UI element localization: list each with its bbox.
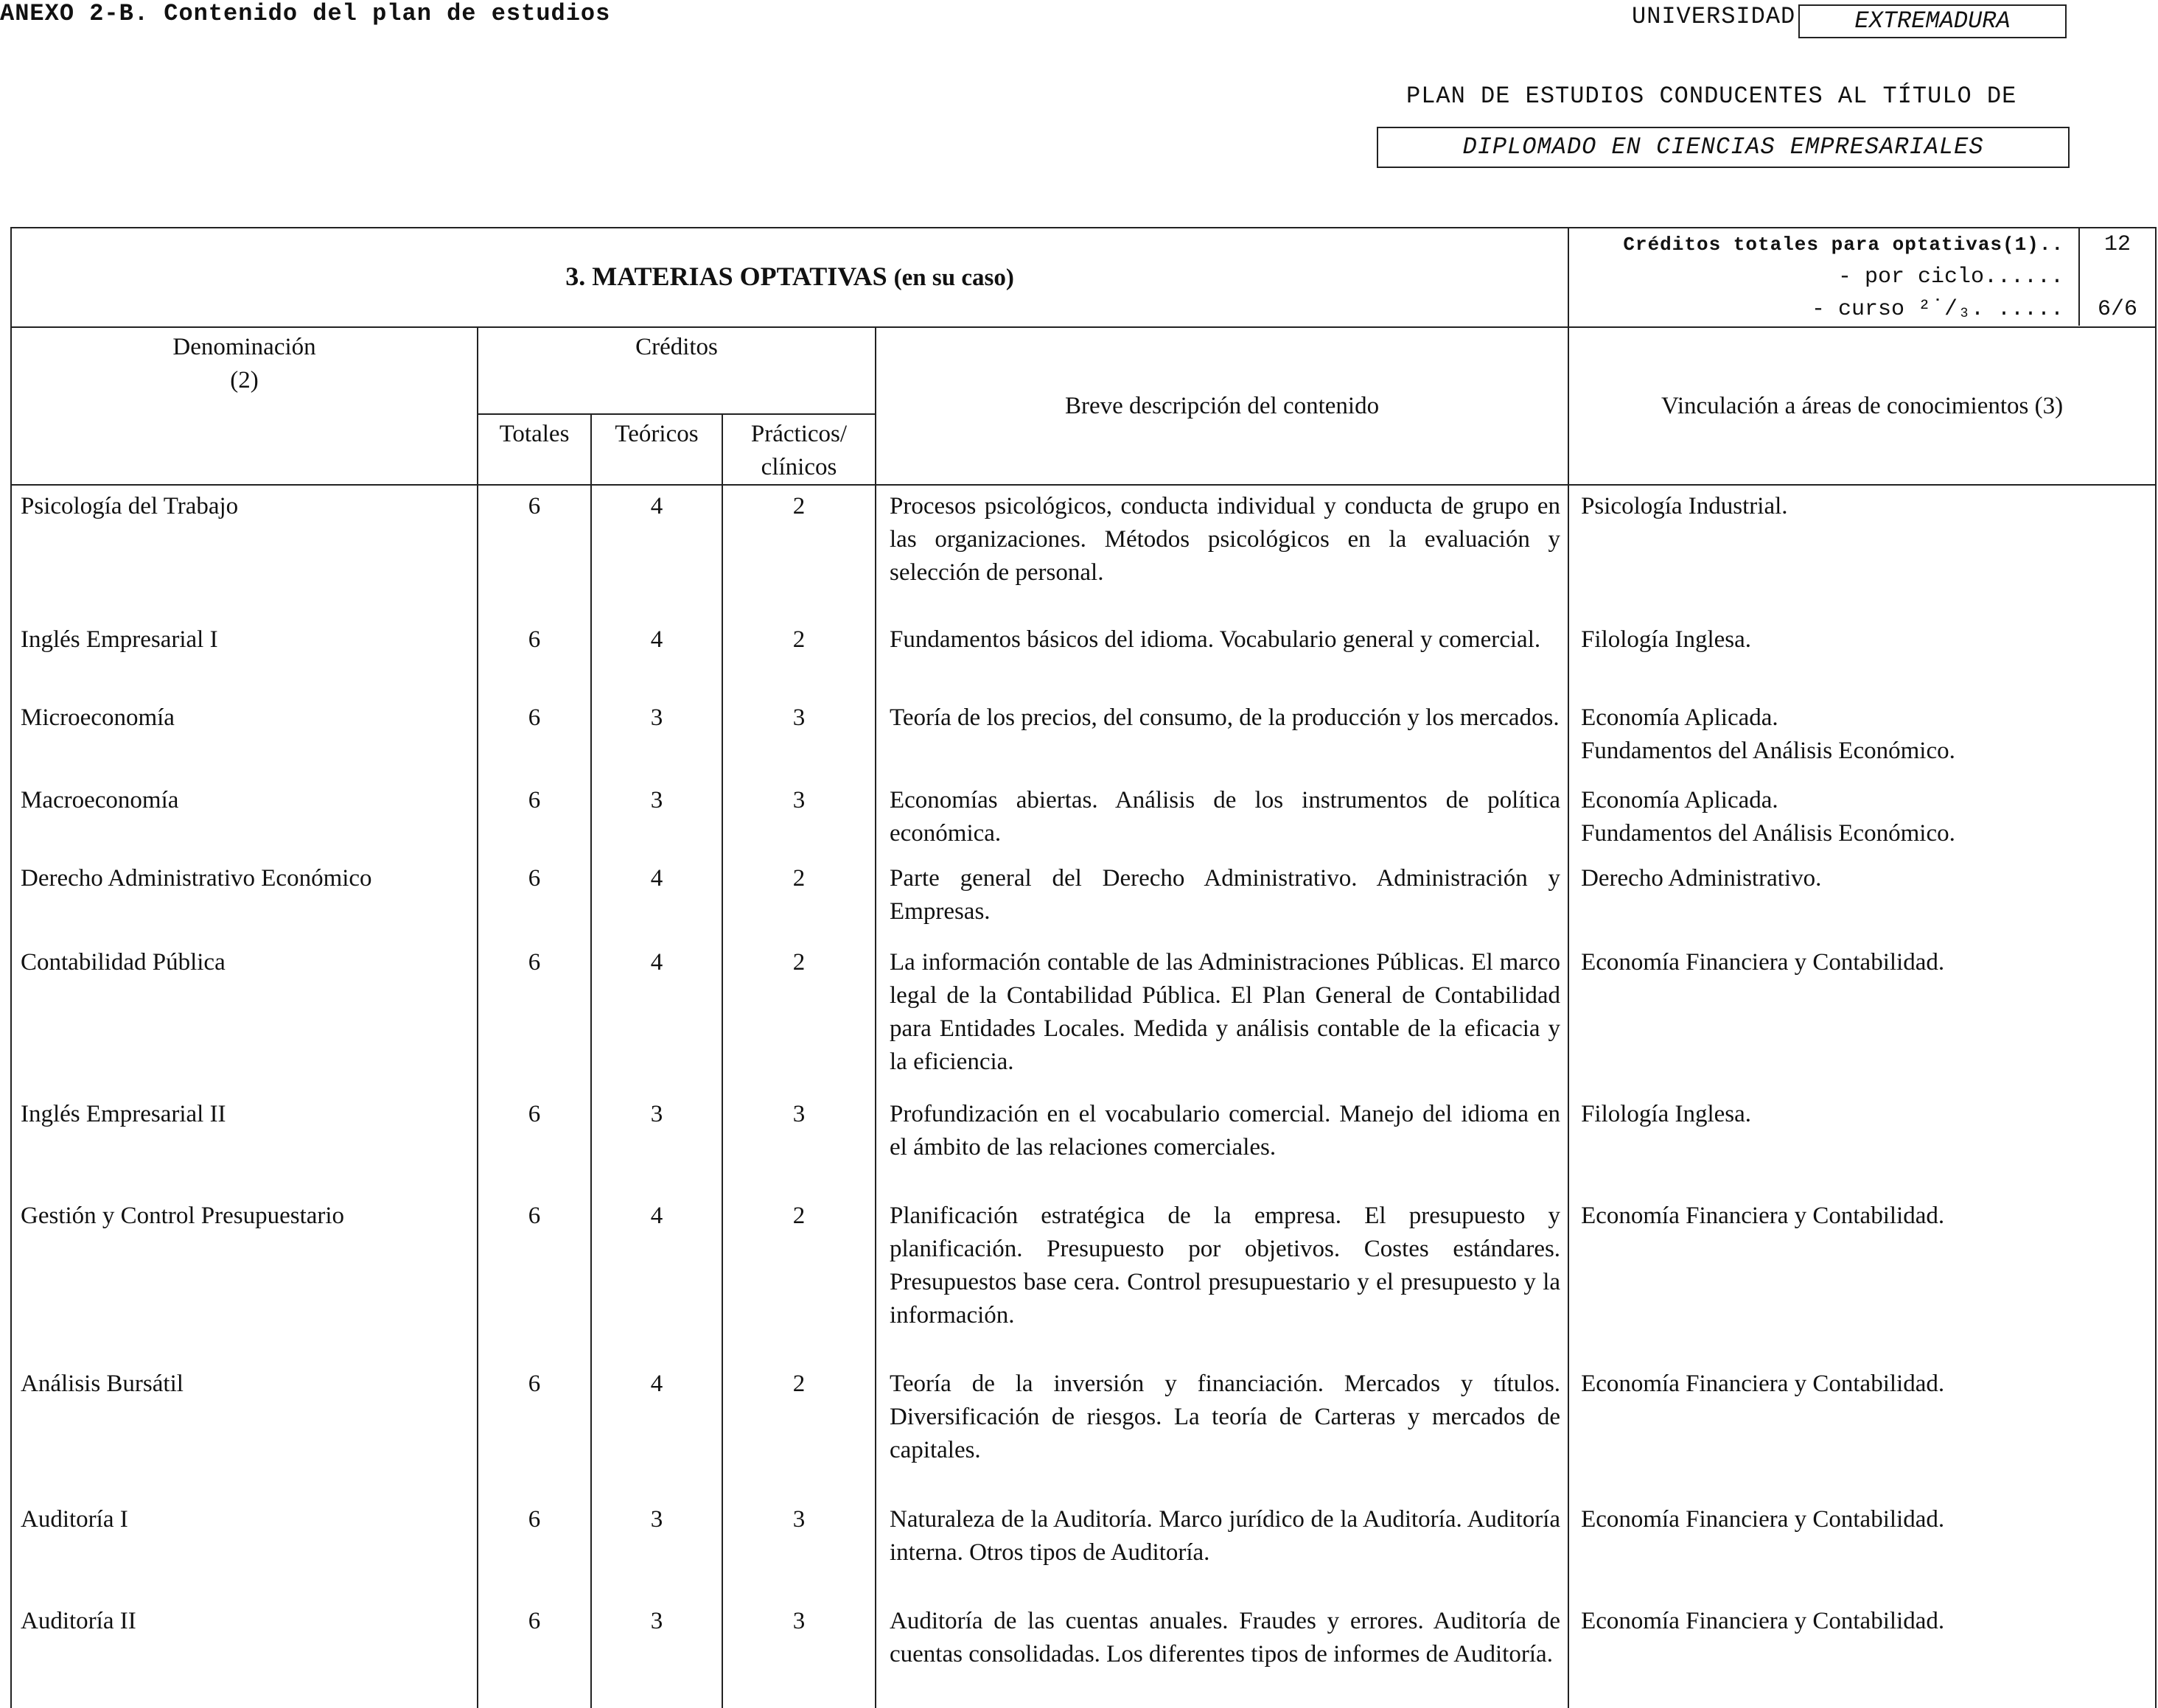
credits-total: 6: [478, 1093, 591, 1195]
credits-total-label: Créditos totales para optativas(1)..: [1623, 234, 2064, 256]
subject-name: Inglés Empresarial II: [21, 1101, 226, 1127]
knowledge-area: Filología Inglesa.: [1568, 1093, 2155, 1195]
credits-theory: 3: [591, 1093, 722, 1195]
credits-theory: 3: [591, 780, 722, 858]
subject-name: Inglés Empresarial I: [21, 626, 218, 653]
subject-description: Procesos psicológicos, conducta individual y conducta de grupo en las organizaciones. Métodos psicológicos en la evaluación y selección de personal.: [876, 485, 1568, 619]
credits-practice: 3: [722, 1093, 876, 1195]
table-title: [12, 228, 1568, 327]
table-row: [12, 485, 2155, 619]
credits-total: 6: [478, 858, 591, 942]
credits-summary-box: [1568, 228, 2155, 327]
column-header-denominacion: [12, 327, 478, 485]
knowledge-area: Economía Aplicada. Fundamentos del Análisis Económico.: [1568, 697, 2155, 780]
subject-description: Parte general del Derecho Administrativo. Administración y Empresas.: [876, 858, 1568, 942]
credits-practice: 2: [722, 942, 876, 1093]
credits-total: 6: [478, 1600, 591, 1708]
subject-description: La información contable de las Administraciones Públicas. El marco legal de la Contabilidad Pública. El Plan General de Contabilidad para Entidades Locales. Medida y análisis contable de la eficacia y la eficiencia.: [876, 942, 1568, 1093]
credits-curso-value: 6/6: [2078, 293, 2155, 326]
knowledge-area: Economía Financiera y Contabilidad.: [1568, 1195, 2155, 1363]
credits-total: 6: [478, 1195, 591, 1363]
credits-total: 6: [478, 619, 591, 697]
credits-theory: 4: [591, 1363, 722, 1499]
university-label: UNIVERSIDAD: [1632, 3, 1796, 30]
knowledge-area: Economía Financiera y Contabilidad.: [1568, 1363, 2155, 1499]
knowledge-area: Psicología Industrial.: [1568, 485, 2155, 619]
credits-theory: 4: [591, 485, 722, 619]
credits-practice: 2: [722, 619, 876, 697]
optional-subjects-table: [10, 227, 2157, 1708]
degree-title-box: DIPLOMADO EN CIENCIAS EMPRESARIALES: [1377, 127, 2070, 168]
denominacion-label: Denominación: [172, 334, 316, 360]
column-header-descripcion: Breve descripción del contenido: [876, 327, 1568, 485]
table-row: [12, 1499, 2155, 1600]
credits-theory: 4: [591, 858, 722, 942]
table-row: [12, 697, 2155, 780]
knowledge-area: Economía Financiera y Contabilidad.: [1568, 1499, 2155, 1600]
subject-description: Planificación estratégica de la empresa. El presupuesto y planificación. Presupuesto por objetivos. Costes estándares. Presupuestos base cera. Control presupuestario y el presupuesto y la información.: [876, 1195, 1568, 1363]
subject-name: Análisis Bursátil: [21, 1371, 184, 1397]
subject-name: Psicología del Trabajo: [21, 493, 239, 519]
column-header-practicos: Prácticos/ clínicos: [722, 414, 876, 485]
credits-practice: 3: [722, 697, 876, 780]
subject-description: Fundamentos básicos del idioma. Vocabulario general y comercial.: [876, 619, 1568, 697]
knowledge-area: Economía Aplicada. Fundamentos del Análisis Económico.: [1568, 780, 2155, 858]
credits-practice: 2: [722, 1195, 876, 1363]
subject-description: Teoría de la inversión y financiación. Mercados y títulos. Diversificación de riesgos. La teoría de Carteras y mercados de capitales.: [876, 1363, 1568, 1499]
credits-total: 6: [478, 1363, 591, 1499]
table-title-suffix: (en su caso): [893, 265, 1014, 291]
credits-practice: 3: [722, 780, 876, 858]
subject-description: Teoría de los precios, del consumo, de la producción y los mercados.: [876, 697, 1568, 780]
credits-practice: 2: [722, 1363, 876, 1499]
subject-name: Gestión y Control Presupuestario: [21, 1203, 345, 1229]
table-title-main: 3. MATERIAS OPTATIVAS: [565, 262, 887, 291]
credits-total: 6: [478, 697, 591, 780]
table-row: [12, 1600, 2155, 1708]
column-header-vinculacion: Vinculación a áreas de conocimientos (3): [1568, 327, 2155, 485]
credits-total: 6: [478, 1499, 591, 1600]
column-header-teoricos: Teóricos: [591, 414, 722, 485]
university-name-box: EXTREMADURA: [1798, 4, 2067, 38]
credits-ciclo-label: - por ciclo......: [1838, 265, 2064, 290]
credits-theory: 3: [591, 1600, 722, 1708]
subject-description: Naturaleza de la Auditoría. Marco jurídico de la Auditoría. Auditoría interna. Otros tipos de Auditoría.: [876, 1499, 1568, 1600]
table-row: [12, 780, 2155, 858]
table-row: [12, 858, 2155, 942]
knowledge-area: Derecho Administrativo.: [1568, 858, 2155, 942]
subject-description: Auditoría de las cuentas anuales. Fraudes y errores. Auditoría de cuentas consolidadas. Los diferentes tipos de informes de Auditoría.: [876, 1600, 1568, 1708]
subject-description: Profundización en el vocabulario comercial. Manejo del idioma en el ámbito de las relaciones comerciales.: [876, 1093, 1568, 1195]
subject-name: Contabilidad Pública: [21, 949, 226, 976]
credits-practice: 3: [722, 1600, 876, 1708]
column-header-creditos: Créditos: [478, 327, 876, 414]
credits-total: 6: [478, 485, 591, 619]
table-row: [12, 1363, 2155, 1499]
credits-total-value: 12: [2078, 228, 2155, 261]
credits-theory: 4: [591, 1195, 722, 1363]
table-row: [12, 1195, 2155, 1363]
credits-curso-label: - curso ²˙/₃. .....: [1812, 297, 2064, 322]
subject-name: Microeconomía: [21, 704, 175, 731]
plan-label: PLAN DE ESTUDIOS CONDUCENTES AL TÍTULO DE: [1406, 83, 2017, 110]
table-row: [12, 942, 2155, 1093]
credits-theory: 3: [591, 1499, 722, 1600]
column-header-totales: Totales: [478, 414, 591, 485]
credits-ciclo-value: [2078, 261, 2155, 293]
annex-title: ANEXO 2-B. Contenido del plan de estudios: [0, 0, 611, 27]
credits-total: 6: [478, 942, 591, 1093]
denominacion-note: (2): [230, 367, 259, 393]
subject-name: Auditoría I: [21, 1506, 128, 1533]
credits-theory: 3: [591, 697, 722, 780]
subject-name: Auditoría II: [21, 1608, 136, 1634]
subject-description: Economías abiertas. Análisis de los instrumentos de política económica.: [876, 780, 1568, 858]
table-row: [12, 1093, 2155, 1195]
knowledge-area: Filología Inglesa.: [1568, 619, 2155, 697]
credits-theory: 4: [591, 942, 722, 1093]
table-row: [12, 619, 2155, 697]
subject-name: Macroeconomía: [21, 787, 179, 813]
credits-practice: 3: [722, 1499, 876, 1600]
credits-practice: 2: [722, 858, 876, 942]
credits-total: 6: [478, 780, 591, 858]
subject-name: Derecho Administrativo Económico: [21, 865, 372, 892]
knowledge-area: Economía Financiera y Contabilidad.: [1568, 1600, 2155, 1708]
credits-practice: 2: [722, 485, 876, 619]
knowledge-area: Economía Financiera y Contabilidad.: [1568, 942, 2155, 1093]
credits-theory: 4: [591, 619, 722, 697]
